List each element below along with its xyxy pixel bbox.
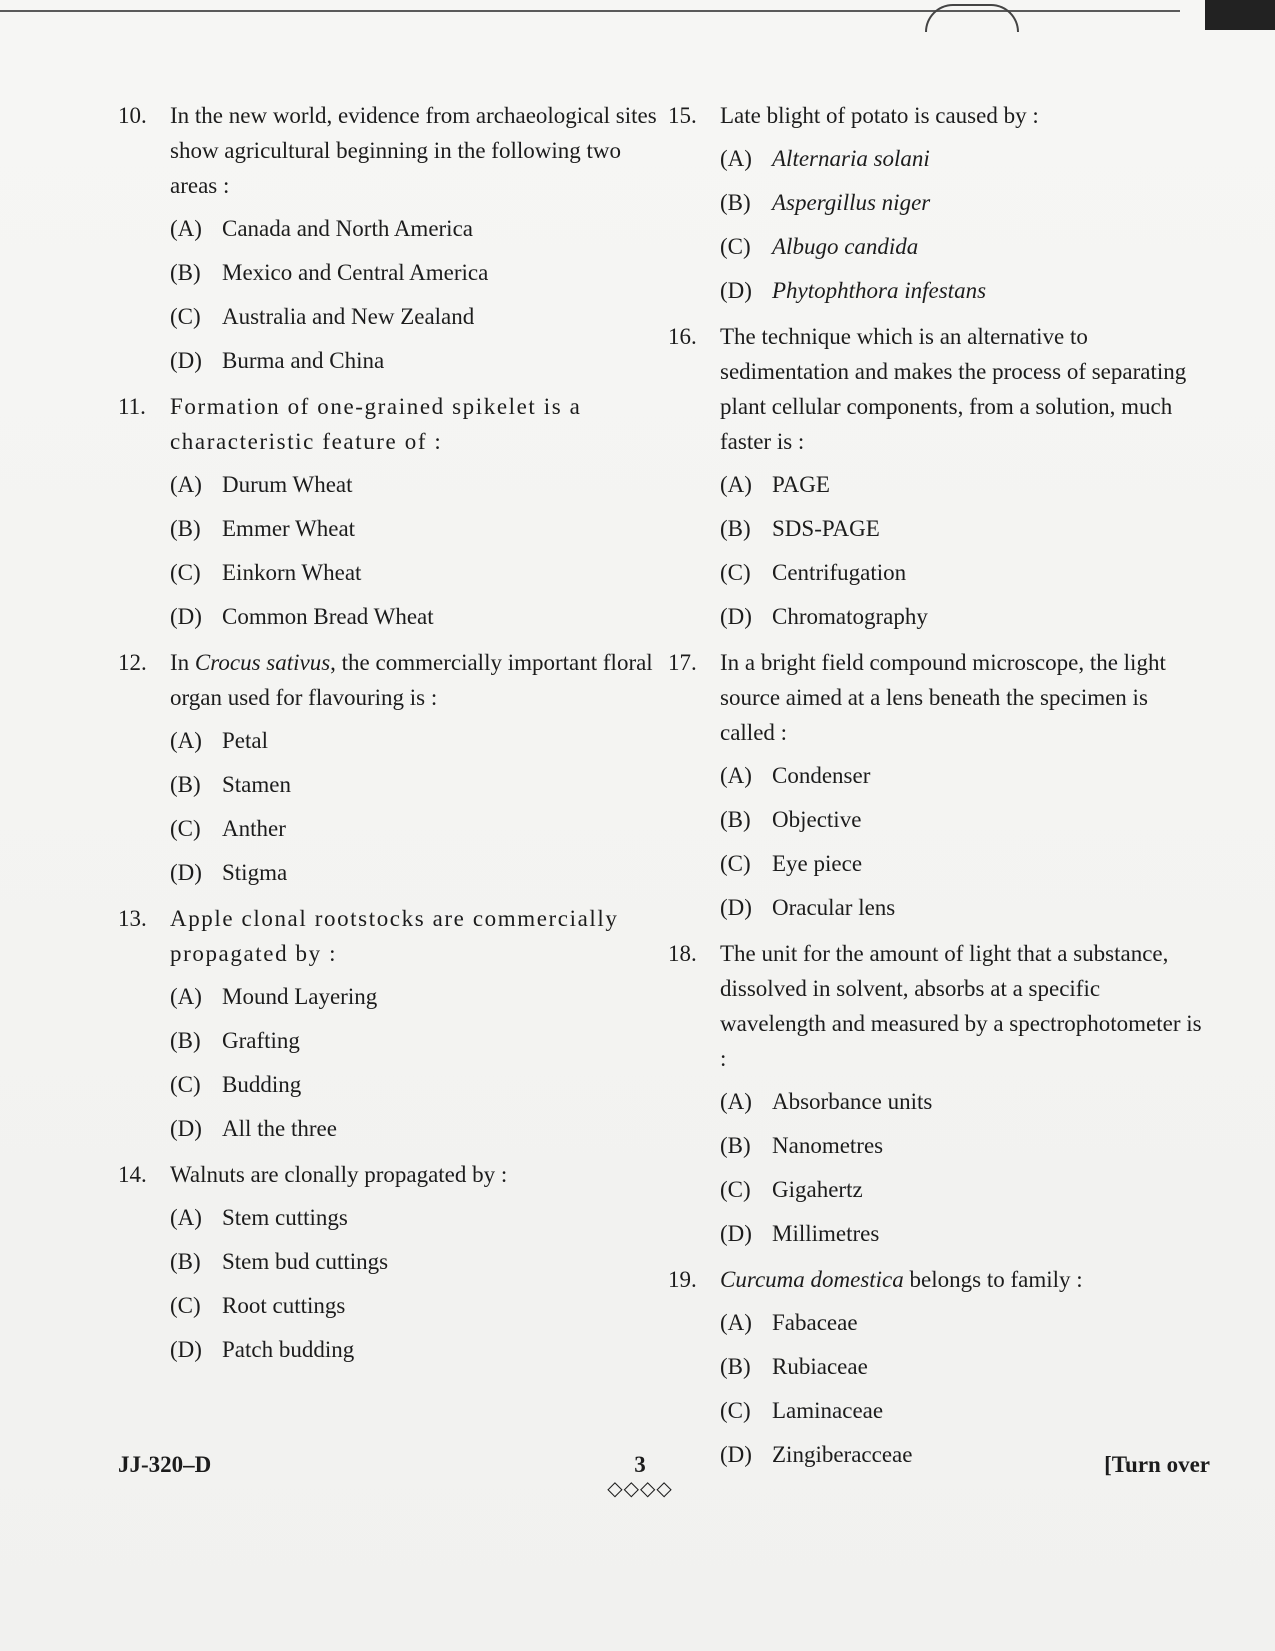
option: (C) Albugo candida: [720, 234, 919, 259]
question-16: [668, 319, 1208, 639]
option: (A) Alternaria solani: [720, 146, 930, 171]
option: (A) Canada and North America: [170, 216, 473, 241]
question-number: 11.: [118, 394, 146, 419]
question-18: [668, 936, 1208, 1256]
question-text: In the new world, evidence from archaeological sites show agricultural beginning in the following two areas :: [170, 103, 657, 198]
option: (D) Chromatography: [720, 604, 928, 629]
question-number: 15.: [668, 103, 697, 128]
option: (D) Millimetres: [720, 1221, 880, 1246]
option: (D) Stigma: [170, 860, 288, 885]
question-number: 16.: [668, 324, 697, 349]
option: (A) Fabaceae: [720, 1310, 858, 1335]
option: (B) Emmer Wheat: [170, 516, 356, 541]
species-name: Crocus sativus: [194, 650, 331, 675]
option: (A) Condenser: [720, 763, 871, 788]
stamp-mark: [925, 4, 1019, 32]
option: (A) Stem cuttings: [170, 1205, 348, 1230]
question-text: In Crocus sativus, the commercially important floral organ used for flavouring is :: [170, 650, 653, 710]
option: (C) Laminaceae: [720, 1398, 884, 1423]
option: (D) Zingiberacceae: [720, 1442, 913, 1467]
option: (B) Stamen: [170, 772, 291, 797]
option: (A) PAGE: [720, 472, 830, 497]
option: (D) All the three: [170, 1116, 337, 1141]
option: (C) Einkorn Wheat: [170, 560, 362, 585]
option: (B) Aspergillus niger: [720, 190, 931, 215]
question-10: [118, 98, 663, 383]
option: (B) Rubiaceae: [720, 1354, 868, 1379]
question-number: 12.: [118, 650, 147, 675]
option: (C) Gigahertz: [720, 1177, 863, 1202]
paper-code: JJ-320–D: [118, 1452, 212, 1477]
option: (B) SDS-PAGE: [720, 516, 880, 541]
question-11: [118, 389, 663, 639]
option: (A) Petal: [170, 728, 268, 753]
question-19: [668, 1262, 1208, 1477]
question-number: 10.: [118, 103, 147, 128]
question-12: [118, 645, 663, 895]
page-number: 3: [634, 1452, 646, 1477]
question-text: Late blight of potato is caused by :: [720, 103, 1039, 128]
question-text: Formation of one-grained spikelet is a characteristic feature of :: [170, 394, 582, 454]
option: (B) Grafting: [170, 1028, 300, 1053]
option: (A) Absorbance units: [720, 1089, 933, 1114]
question-number: 17.: [668, 650, 697, 675]
question-text: Curcuma domestica belongs to family :: [720, 1267, 1083, 1292]
question-15: [668, 98, 1208, 313]
left-column: [118, 98, 663, 1378]
diamond-ornament: ◇◇◇◇: [607, 1476, 673, 1500]
option: (A) Mound Layering: [170, 984, 378, 1009]
question-text: In a bright field compound microscope, the light source aimed at a lens beneath the specimen is called :: [720, 650, 1166, 745]
option: (C) Root cuttings: [170, 1293, 346, 1318]
option: (D) Burma and China: [170, 348, 385, 373]
option: (B) Objective: [720, 807, 862, 832]
option: (A) Durum Wheat: [170, 472, 353, 497]
question-text: The unit for the amount of light that a substance, dissolved in solvent, absorbs at a specific wavelength and measured by a spectrophotometer is :: [720, 941, 1202, 1071]
option: (D) Patch budding: [170, 1337, 355, 1362]
question-text: Apple clonal rootstocks are commercially propagated by :: [170, 906, 619, 966]
scan-corner-shadow: [1205, 0, 1275, 30]
option: (B) Mexico and Central America: [170, 260, 489, 285]
option: (D) Common Bread Wheat: [170, 604, 434, 629]
question-text: The technique which is an alternative to sedimentation and makes the process of separating plant cellular components, from a solution, much faster is :: [720, 324, 1187, 454]
option: (C) Budding: [170, 1072, 302, 1097]
option: (C) Eye piece: [720, 851, 863, 876]
question-14: [118, 1157, 663, 1372]
option: (D) Oracular lens: [720, 895, 896, 920]
option: (C) Centrifugation: [720, 560, 907, 585]
right-column: [668, 98, 1208, 1483]
question-number: 18.: [668, 941, 697, 966]
turn-over-label: [Turn over: [1104, 1452, 1210, 1477]
option: (B) Stem bud cuttings: [170, 1249, 389, 1274]
question-number: 13.: [118, 906, 147, 931]
question-text: Walnuts are clonally propagated by :: [170, 1162, 508, 1187]
option: (C) Anther: [170, 816, 286, 841]
option: (D) Phytophthora infestans: [720, 278, 987, 303]
question-13: [118, 901, 663, 1151]
option: (C) Australia and New Zealand: [170, 304, 475, 329]
question-number: 14.: [118, 1162, 147, 1187]
question-number: 19.: [668, 1267, 697, 1292]
option: (B) Nanometres: [720, 1133, 884, 1158]
question-17: [668, 645, 1208, 930]
species-name: Curcuma domestica: [720, 1267, 904, 1292]
